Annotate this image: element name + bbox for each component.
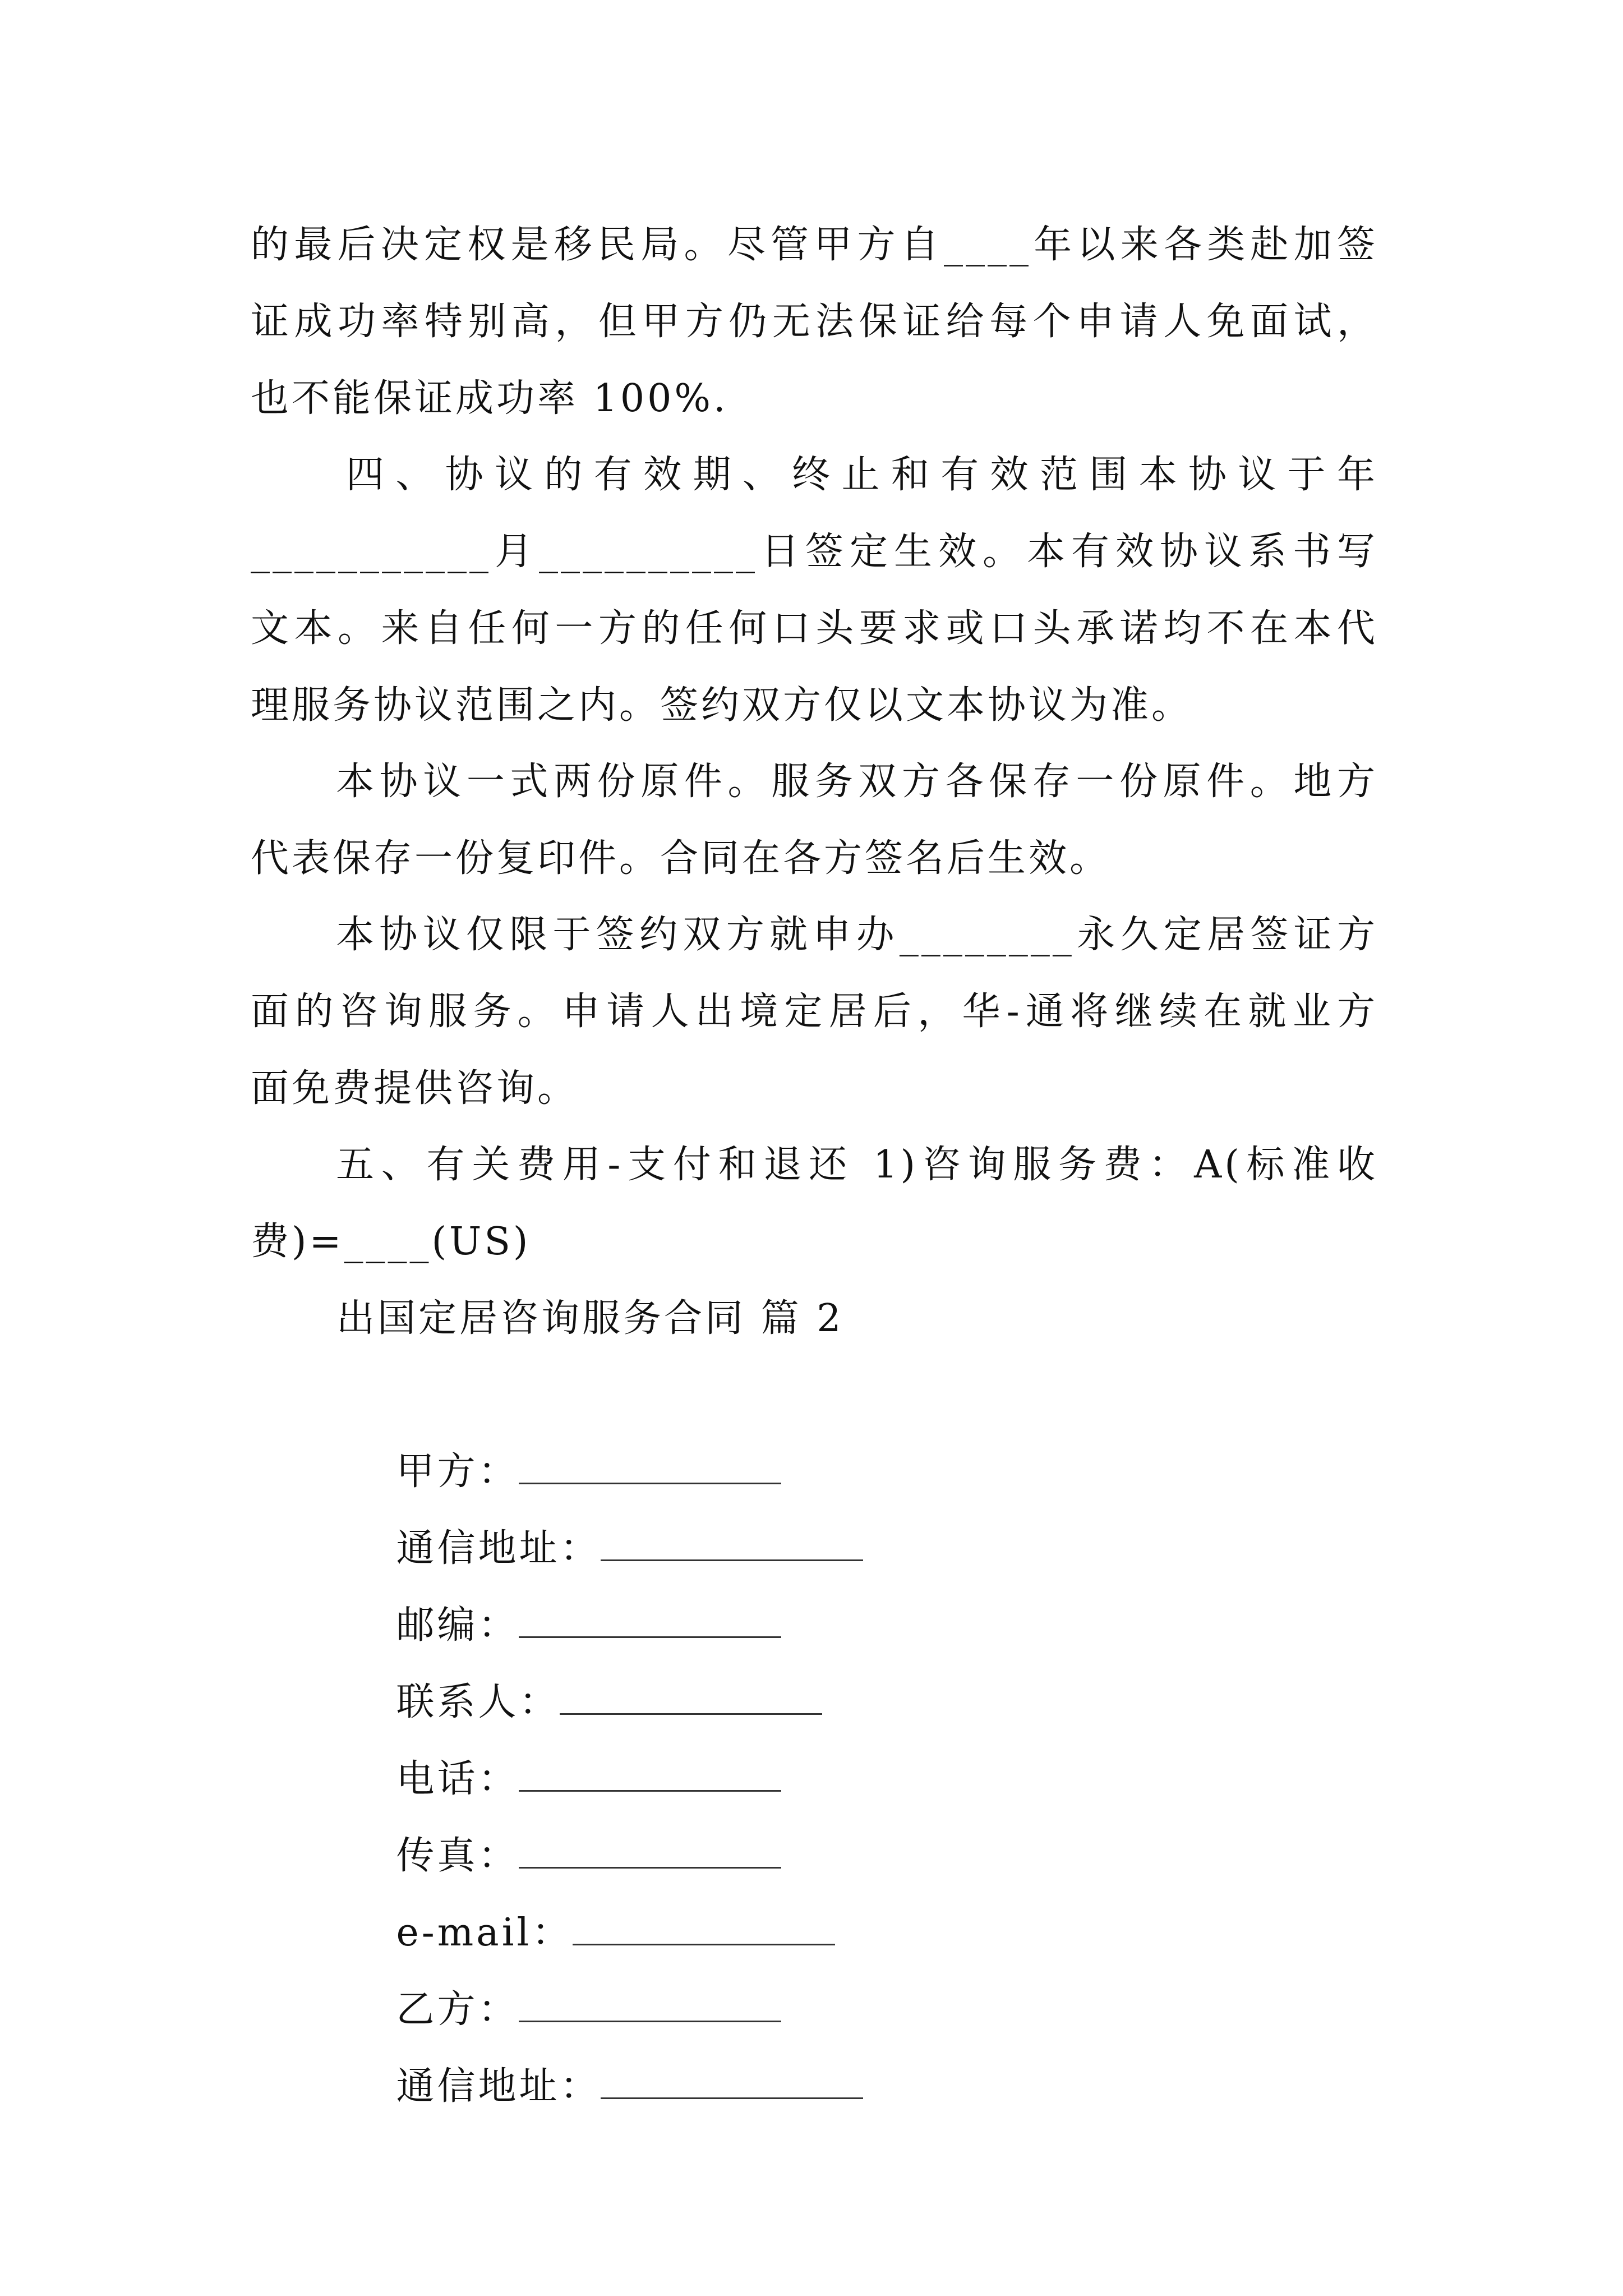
text-line: 的最后决定权是移民局。尽管甲方自____年以来各类赴加签 (251, 223, 1378, 267)
field-label: 联系人： (396, 1680, 560, 1724)
field-label: 邮编： (396, 1603, 519, 1648)
field-label: 通信地址： (396, 1526, 601, 1571)
text-line: 文本。来自任何一方的任何口头要求或口头承诺均不在本代 (251, 606, 1378, 651)
field-label: 甲方： (396, 1450, 519, 1494)
text-line: 四、协议的有效期、终止和有效范围本协议于年 (346, 453, 1378, 497)
paragraph-original-copies (251, 743, 1378, 897)
section-title: 出国定居咨询服务合同 篇 2 (336, 1296, 844, 1341)
field-address-a (336, 1433, 863, 1571)
paragraph-decision-authority (251, 206, 1378, 437)
field-party-a (336, 1356, 781, 1494)
field-label: 电话： (396, 1757, 519, 1801)
text-line: 也不能保证成功率 100%. (251, 376, 728, 421)
field-postcode (336, 1510, 781, 1648)
text-line: 五、有关费用-支付和退还 1)咨询服务费：A(标准收 (336, 1143, 1378, 1187)
text-line: 代表保存一份复印件。合同在各方签名后生效。 (251, 836, 1111, 881)
field-fax (336, 1741, 781, 1878)
text-line: 本协议仅限于签约双方就申办________永久定居签证方 (336, 913, 1378, 957)
field-phone (336, 1664, 781, 1801)
text-line: 本协议一式两份原件。服务双方各保存一份原件。地方 (336, 760, 1378, 804)
field-contact-person (336, 1587, 822, 1724)
text-line: 面免费提供咨询。 (251, 1066, 579, 1111)
text-line: 面的咨询服务。申请人出境定居后，华-通将继续在就业方 (251, 990, 1378, 1034)
text-line: 理服务协议范围之内。签约双方仅以文本协议为准。 (251, 683, 1193, 728)
paragraph-service-scope (251, 896, 1378, 1127)
field-label: 传真： (396, 1834, 519, 1878)
text-line: 费)=____(US) (251, 1220, 531, 1264)
field-address-b (336, 1971, 863, 2109)
field-label: 乙方： (396, 1987, 519, 2032)
field-party-b (336, 1894, 781, 2032)
field-email (336, 1818, 835, 1955)
text-line: 证成功率特别高，但甲方仍无法保证给每个申请人免面试， (251, 300, 1378, 344)
fill-blank (601, 2063, 863, 2099)
field-label: e-mail： (396, 1911, 573, 1955)
paragraph-fees (251, 1126, 1378, 1280)
field-label: 通信地址： (396, 2064, 601, 2109)
paragraph-validity-term (251, 436, 1378, 744)
text-line: ___________月__________日签定生效。本有效协议系书写 (251, 530, 1378, 574)
